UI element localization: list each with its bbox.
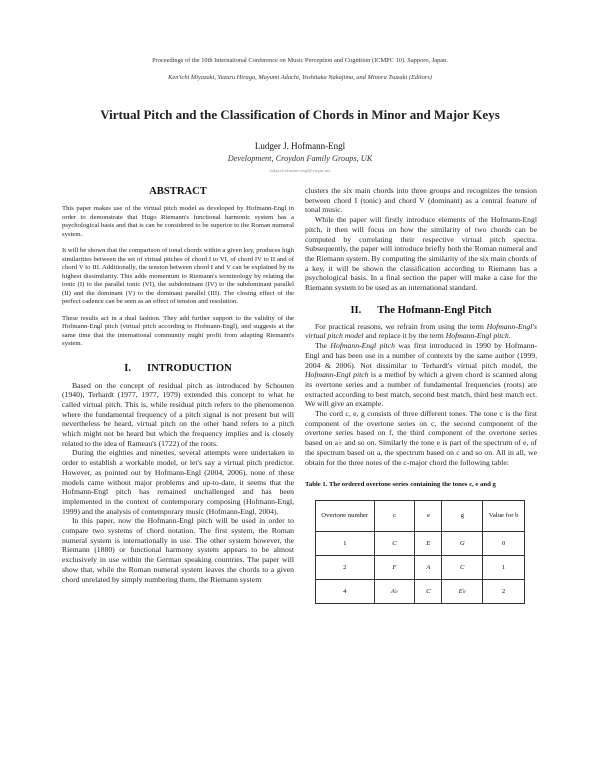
table-cell: F	[374, 555, 415, 579]
section-title: INTRODUCTION	[147, 362, 232, 374]
table-cell: 2	[483, 579, 525, 603]
abstract-paragraph: This paper makes use of the virtual pitch model as developed by Hofmann-Engl in order to demonstrate that Hugo Riemann's functional harmonic system has a psychological basis and that is can be considered to be superior to the Roman numeral system.	[62, 205, 294, 238]
body-paragraph: clusters the six main chords into three groups and recognizes the tension between chord I (tonic) and chord V (dominant) as a central feature of tonal music.	[305, 186, 537, 215]
table-cell: E	[415, 531, 442, 555]
table-row	[316, 531, 525, 555]
table-cell: E♭	[442, 579, 483, 603]
right-column	[305, 186, 537, 604]
introduction-heading	[62, 363, 294, 374]
conference-header: Proceedings of the 10th International Conference on Music Perception and Cognition (ICMPC 10). Sapporo, Japan.	[152, 57, 448, 64]
body-paragraph: For practical reasons, we refrain from using the term Hofmann-Engl's virtual pitch model and replace it by the term Hofmann-Engl pitch.	[305, 321, 537, 341]
paper-title: Virtual Pitch and the Classification of Chords in Minor and Major Keys	[100, 107, 500, 122]
table-cell: A♭	[374, 579, 415, 603]
author-email: ludger.hofmann-engl@virgin.net	[269, 168, 331, 173]
table-header-row	[316, 500, 525, 531]
section-number: I.	[124, 362, 131, 374]
body-paragraph: The cord c, e, g consists of three different tones. The tone c is the first component of the overtone series on c, the second component of the overtone series based on f, the third component of the overtone series based on a♭ and so on. Similarly the tone e is part of the spectrum of e, of the spectrum based on a, the spectrum based on c and so on. All in all, we obtain for the three notes of the c-major chord the following table:	[305, 409, 537, 467]
intro-paragraph: In this paper, now the Hofmann-Engl pitch will be used in order to compare two systems of chord notation. The first system, the Roman numeral system is internationally in use. The other system however, the Riemann (1880) or functional harmony system appears to be almost exclusively in use within the German speaking countries. The paper will show that, while the Roman numeral system leaves the chords to a given chord unrelated by simply numbering them, the Riemann system	[62, 516, 294, 584]
table-row	[316, 555, 525, 579]
table-caption: Table 1. The ordered overtone series containing the tones c, e and g	[305, 481, 496, 489]
section-heading-hofmann-engl-pitch	[305, 305, 537, 316]
editors-line: Ken'ichi Miyazaki, Yuzuru Hiraga, Mayumi Adachi, Yoshitaka Nakajima, and Minoru Tsuzaki (Editors)	[168, 74, 432, 81]
body-paragraph: While the paper will firstly introduce elements of the Hofmann-Engl pitch, it then will focus on how the similarity of two chords can be computed by correlating their respective virtual pitch spectra. Subsequently, the paper will introduce briefly both the Roman numeral and the Riemann system. By computing the similarity of the six main chords of a key, it will be shown the classification according to Riemann has a psychological basis. In a final section the paper will make a case for the Riemann system to be used as an international standard.	[305, 215, 537, 293]
left-column	[62, 186, 294, 584]
overtone-table	[315, 500, 525, 604]
abstract-heading: ABSTRACT	[149, 186, 207, 197]
table-cell: G	[442, 531, 483, 555]
table-cell: 0	[483, 531, 525, 555]
table-header-cell: g	[442, 500, 483, 531]
table-cell: 1	[316, 531, 375, 555]
abstract-paragraph: These results act in a dual fashion. They add further support to the validity of the Hofmann-Engl pitch (virtual pitch according to Hofmann-Engl), and suggests at the same time that the international community might profit from adapting Riemann's system.	[62, 314, 294, 347]
intro-paragraph: During the eighties and nineties, several attempts were undertaken in order to establish a workable model, or let's say a virtual pitch predictor. However, as pointed out by Hofmann-Engl (2004, 2006), none of these models came without major problems and up-to-date, it seems that the Hofmann-Engl pitch has remained unchallenged and has been implemented in the context of contemporary composing (Hofmann-Engl, 1999) and the analysis of contemporary music (Hofmann-Engl, 2004).	[62, 448, 294, 516]
table-cell: 1	[483, 555, 525, 579]
table-cell: 4	[316, 579, 375, 603]
table-cell: C	[415, 579, 442, 603]
table-header-cell: Value for b	[483, 500, 525, 531]
table-row	[316, 579, 525, 603]
abstract-paragraph: It will be shown that the comparison of tonal chords within a given key, produces high similarities between the set of virtual pitches of chord I to VI, of chord IV to II and of chord V to III. Additionally, the tension between chord I and V can be explained by its highest dissimilarity. This adds momentum to Riemann's terminology by relating the tonic (I) to the parallel tonic (VI), the subdominant (IV) to the subdominant parallel (II) and the dominant (V) to the dominant parallel (III). The closing effect of the perfect cadence can be seen as an effect of tension and resolution.	[62, 247, 294, 305]
body-paragraph: The Hofmann-Engl pitch was first introduced in 1990 by Hofmann-Engl and has been use in a number of contexts by the same author (1999, 2004 & 2006). Not dissimilar to Terhardt's virtual pitch model, the Hofmann-Engl pitch is a methof by which a given chord is scanned along its overtone series and a number of fundamental frequencies (roots) are extracted according to best match, second best match, third best match ect. We will give an example.	[305, 341, 537, 409]
table-header-cell: e	[415, 500, 442, 531]
table-header-cell: Overtone number	[316, 500, 375, 531]
table-header-cell: c	[374, 500, 415, 531]
table-cell: 2	[316, 555, 375, 579]
author-affiliation: Development, Croydon Family Groups, UK	[227, 154, 373, 163]
table-cell: A	[415, 555, 442, 579]
section-number: II.	[350, 304, 362, 316]
author-name: Ludger J. Hofmann-Engl	[254, 141, 346, 151]
table-cell: C	[442, 555, 483, 579]
table-cell: C	[374, 531, 415, 555]
intro-paragraph: Based on the concept of residual pitch as introduced by Schouten (1940), Terhardt (1977, 1977, 1979) extended this concept to what he called virtual pitch. This is, while residual pitch refers to the phenomenon where the fundamental frequency of a pitch signal is not present but will nevertheless be heard, virtual pitch on the other hand refers to a pitch which might not be heard but which the frequency implies and is closely related to the idea of Rameau's (1722) of the roots.	[62, 380, 294, 448]
section-title: The Hofmann-Engl Pitch	[377, 304, 492, 316]
